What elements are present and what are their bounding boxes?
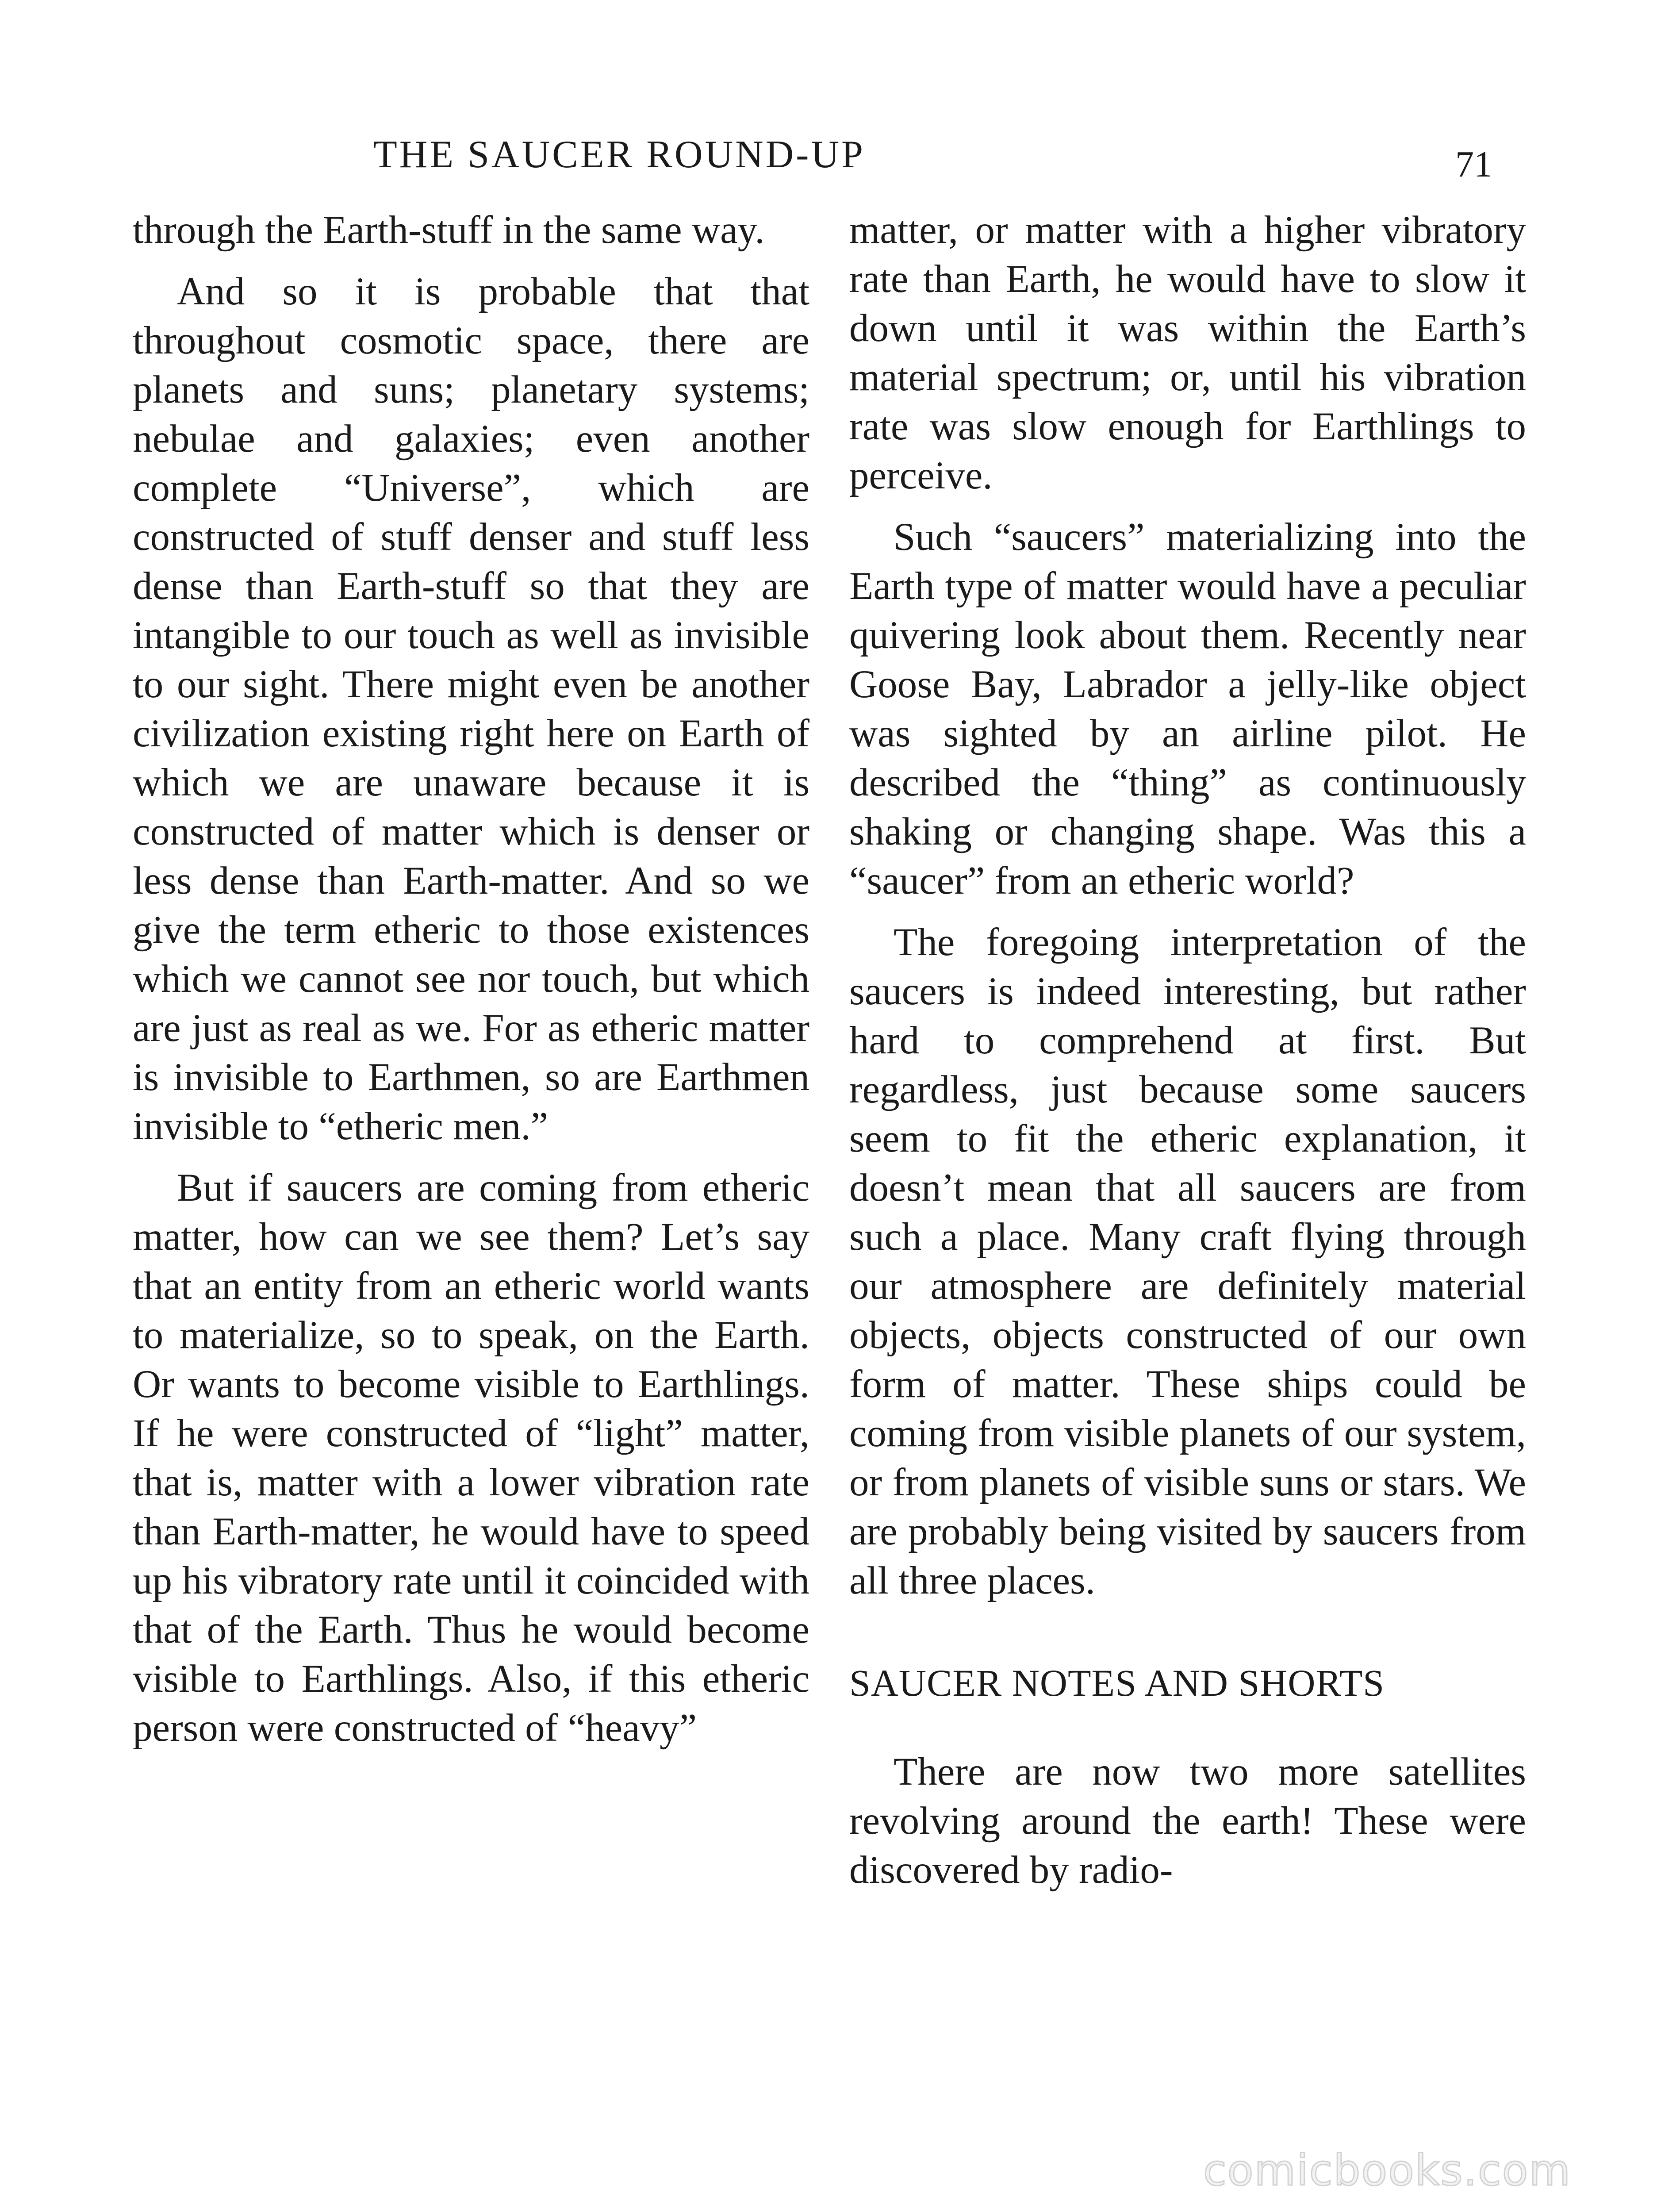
- paragraph: matter, or matter with a higher vibratory rate than Earth, he would have to slow it down until it was within the Earth’s material spectrum; or, until his vibration rate was slow enough for Earthlings to perceive.: [849, 208, 1526, 497]
- left-column: [133, 206, 809, 1753]
- paragraph: The foregoing interpretation of the saucers is indeed interesting, but rather hard to comprehend at first. But regardless, just because some saucers seem to fit the etheric explanation, it doesn’t mean that all saucers are from such a place. Many craft flying through our atmosphere are definitely material objects, objects constructed of our own form of matter. These ships could be coming from visible planets of our system, or from planets of visible suns or stars. We are probably being visited by saucers from all three places.: [849, 921, 1526, 1602]
- running-title: THE SAUCER ROUND-UP: [373, 133, 865, 176]
- page-header: [0, 124, 1657, 186]
- paragraph: And so it is probable that that throughout cosmotic space, there are planets and suns; planetary systems; nebulae and galaxies; even another complete “Universe”, which are constructed of stuff denser and stuff less dense than Earth-stuff so that they are intangible to our touch as well as invisible to our sight. There might even be another civilization existing right here on Earth of which we are unaware because it is constructed of matter which is denser or less dense than Earth-matter. And so we give the term etheric to those existences which we cannot see nor touch, but which are just as real as we. For as etheric matter is invisible to Earthmen, so are Earthmen invisible to “etheric men.”: [133, 270, 809, 1148]
- paragraph: Such “saucers” materializing into the Earth type of matter would have a peculiar quivering look about them. Recently near Goose Bay, Labrador a jelly-like object was sighted by an airline pilot. He described the “thing” as continuously shaking or changing shape. Was this a “saucer” from an etheric world?: [849, 515, 1526, 902]
- paragraph: There are now two more satellites revolving around the earth! These were discovered by radio-: [849, 1750, 1526, 1892]
- paragraph: But if saucers are coming from etheric matter, how can we see them? Let’s say that an entity from an etheric world wants to materialize, so to speak, on the Earth. Or wants to become visible to Earthlings. If he were constructed of “light” matter, that is, matter with a lower vibration rate than Earth-matter, he would have to speed up his vibratory rate until it coincided with that of the Earth. Thus he would become visible to Earthlings. Also, if this etheric person were constructed of “heavy”: [133, 1166, 809, 1750]
- paragraph: through the Earth-stuff in the same way.: [133, 208, 765, 252]
- watermark-logo: comicbooks.com: [1203, 2146, 1572, 2195]
- page-number: 71: [1455, 144, 1492, 185]
- right-column: [849, 206, 1526, 1895]
- section-heading: SAUCER NOTES AND SHORTS: [849, 1662, 1385, 1704]
